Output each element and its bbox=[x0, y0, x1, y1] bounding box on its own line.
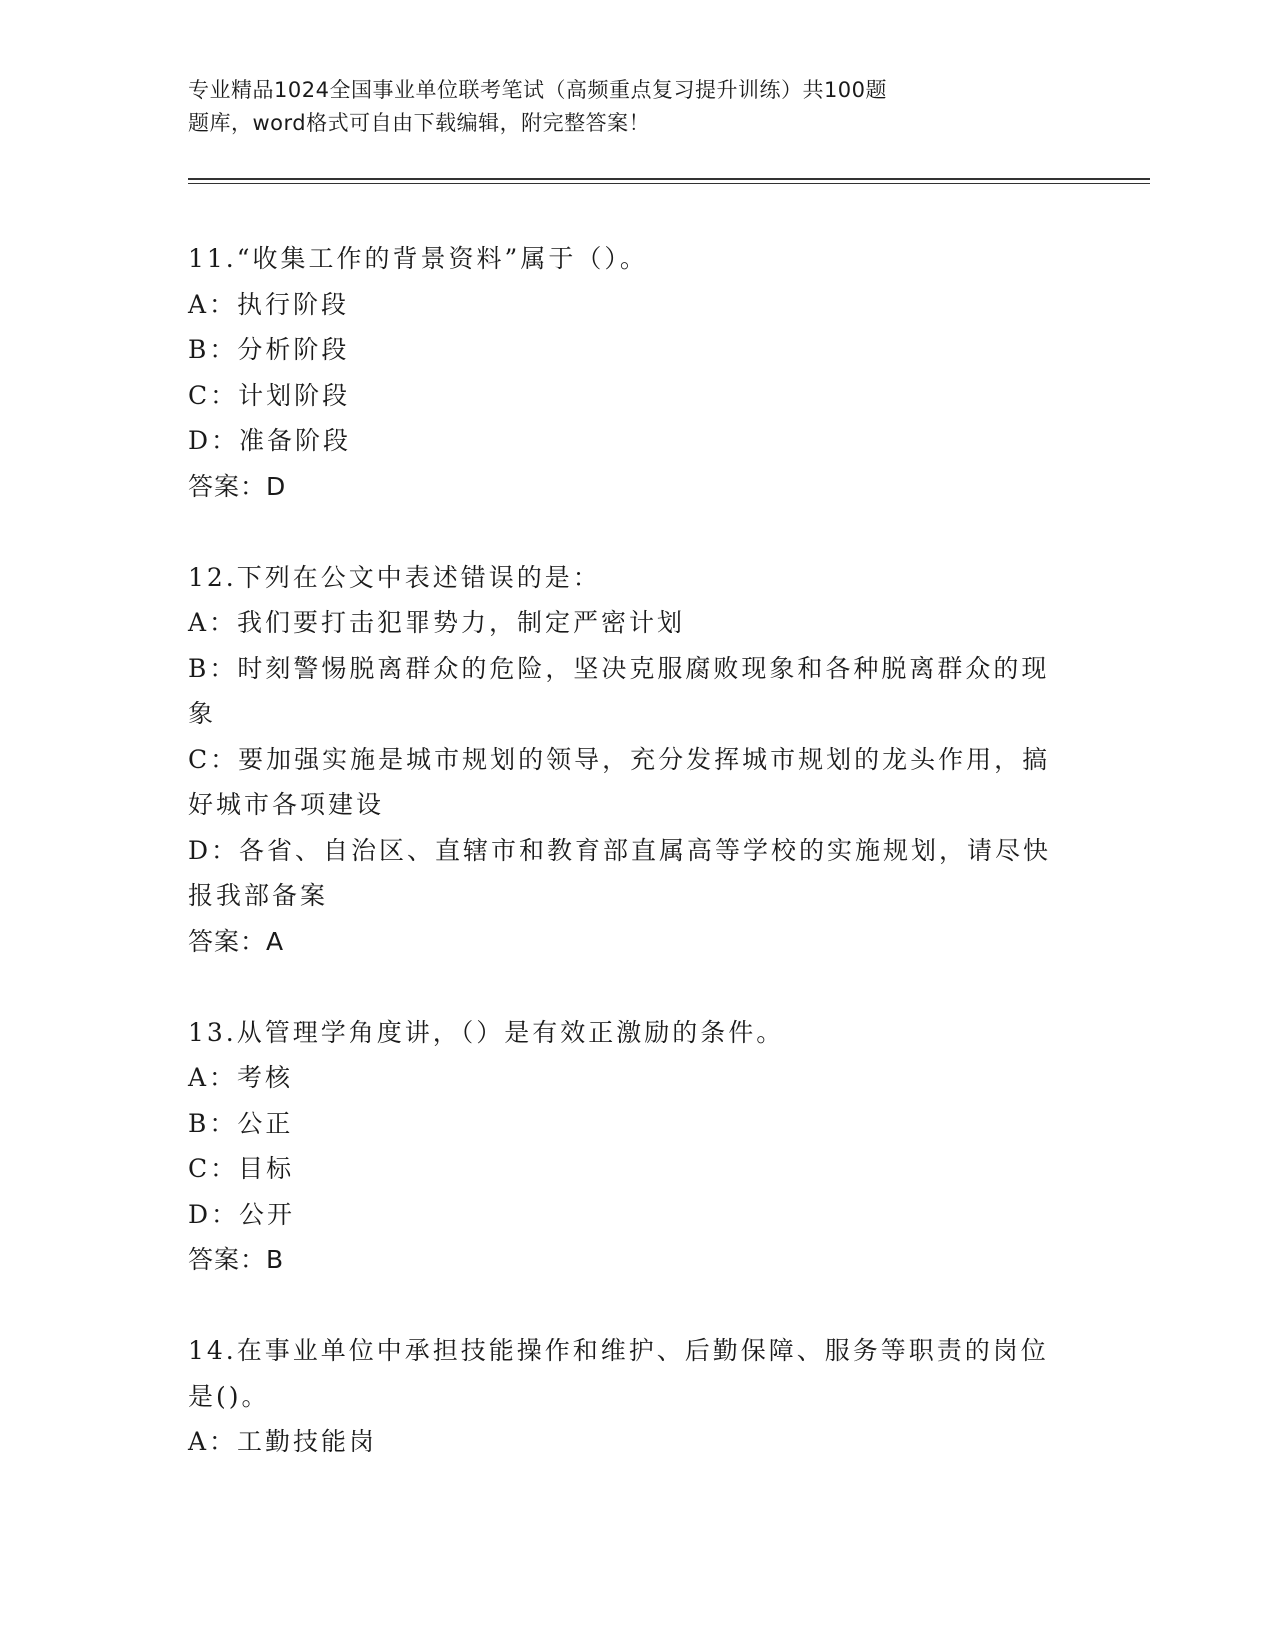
question-12 bbox=[188, 555, 1073, 965]
question-text: 11.“收集工作的背景资料”属于（）。 bbox=[188, 244, 648, 273]
option-d: D：准备阶段 bbox=[188, 426, 352, 455]
option-d: D：公开 bbox=[188, 1199, 296, 1229]
answer: 答案：D bbox=[188, 471, 287, 501]
option-d: D：各省、自治区、直辖市和教育部直属高等学校的实施规划，请尽快报我部备案 bbox=[188, 835, 1052, 910]
option-c: C：计划阶段 bbox=[188, 380, 351, 410]
option-a: A：我们要打击犯罪势力，制定严密计划 bbox=[188, 608, 686, 637]
question-list bbox=[188, 236, 1073, 1510]
question-11 bbox=[188, 236, 1073, 509]
option-c: C：目标 bbox=[188, 1154, 295, 1183]
question-14 bbox=[188, 1328, 1073, 1465]
option-a: A：工勤技能岗 bbox=[188, 1427, 378, 1456]
option-c: C：要加强实施是城市规划的领导，充分发挥城市规划的龙头作用，搞好城市各项建设 bbox=[188, 744, 1051, 819]
question-text: 12.下列在公文中表述错误的是： bbox=[188, 562, 601, 592]
option-a: A：执行阶段 bbox=[188, 289, 350, 319]
option-a: A：考核 bbox=[188, 1063, 294, 1092]
question-text: 13.从管理学角度讲，（）是有效正激励的条件。 bbox=[188, 1017, 785, 1047]
header-line-2: 题库，word格式可自由下载编辑，附完整答案！ bbox=[188, 111, 651, 135]
document-header bbox=[188, 74, 1088, 140]
option-b: B：时刻警惕脱离群众的危险，坚决克服腐败现象和各种脱离群众的现象 bbox=[188, 653, 1050, 728]
option-b: B：分析阶段 bbox=[188, 335, 350, 364]
answer: 答案：B bbox=[188, 1245, 285, 1274]
header-line-1: 专业精品1024全国事业单位联考笔试（高频重点复习提升训练）共100题 bbox=[188, 78, 888, 102]
header-divider bbox=[188, 178, 1150, 184]
option-b: B：公正 bbox=[188, 1108, 294, 1138]
question-text: 14.在事业单位中承担技能操作和维护、后勤保障、服务等职责的岗位是()。 bbox=[188, 1336, 1049, 1411]
answer: 答案：A bbox=[188, 926, 285, 956]
question-13 bbox=[188, 1010, 1073, 1283]
